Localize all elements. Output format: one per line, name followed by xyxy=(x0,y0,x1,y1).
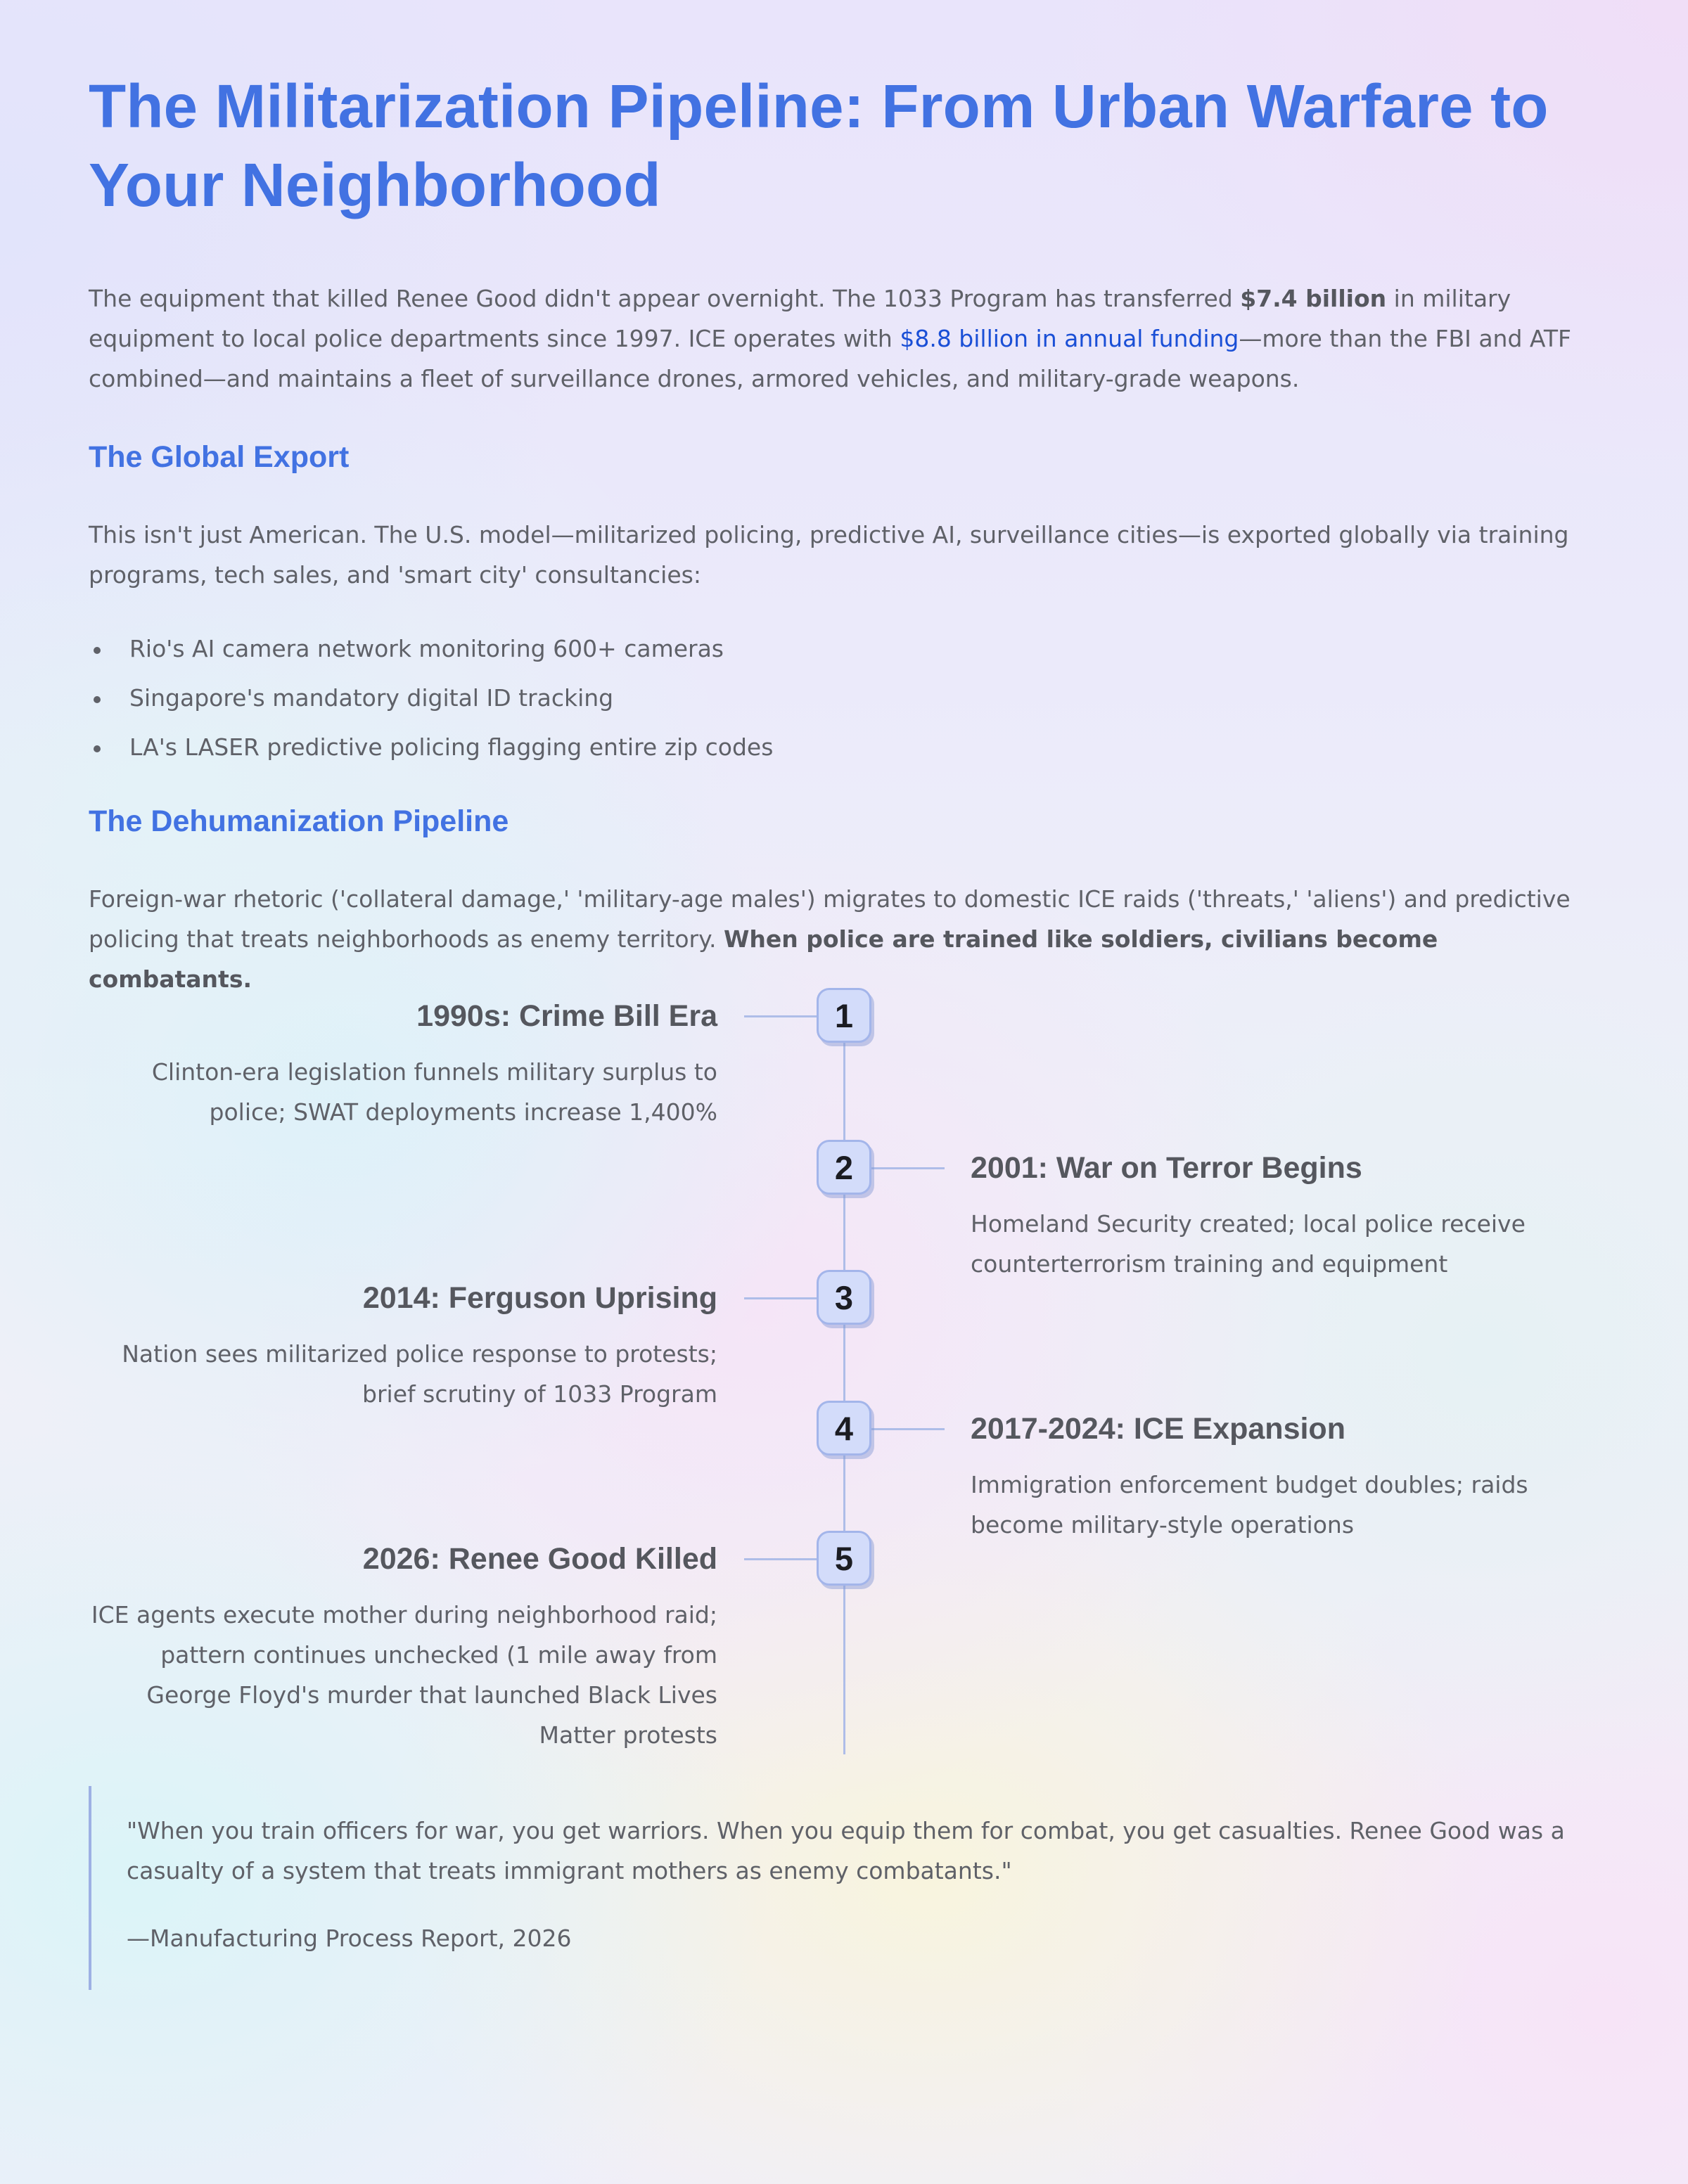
dehumanization-bold: When police are trained like soldiers, civilians become combatants. xyxy=(89,925,1438,993)
intro-text-1: The equipment that killed Renee Good didn't appear overnight. The 1033 Program has transferred xyxy=(89,285,1241,312)
intro-paragraph xyxy=(89,278,1608,399)
timeline-title: 2001: War on Terror Begins xyxy=(971,1151,1362,1185)
timeline-badge: 5 xyxy=(817,1531,871,1586)
quote-text: "When you train officers for war, you get warriors. When you equip them for combat, you get casualties. Renee Good was a casualty of a system that treats immigrant mothers as enemy combatants." xyxy=(127,1817,1565,1884)
timeline-connector xyxy=(871,1428,945,1430)
timeline-badge: 4 xyxy=(817,1401,871,1456)
timeline-connector xyxy=(744,1015,817,1017)
timeline-description: Homeland Security created; local police receive counterterrorism training and equipment xyxy=(971,1210,1526,1278)
ice-funding-link[interactable]: $8.8 billion in annual funding xyxy=(900,325,1239,352)
timeline-badge: 2 xyxy=(817,1140,871,1195)
timeline-description: Clinton-era legislation funnels military surplus to police; SWAT deployments increase 1,400% xyxy=(151,1058,717,1126)
global-export-paragraph: This isn't just American. The U.S. model—militarized policing, predictive AI, surveillance cities—is exported globally via training programs, tech sales, and 'smart city' consultancies: xyxy=(89,521,1569,589)
timeline-description: Immigration enforcement budget doubles; raids become military-style operations xyxy=(971,1471,1528,1539)
timeline-connector xyxy=(744,1297,817,1299)
pull-quote xyxy=(89,1786,1611,1990)
timeline-title: 1990s: Crime Bill Era xyxy=(416,999,717,1033)
quote-attribution: —Manufacturing Process Report, 2026 xyxy=(127,1925,572,1952)
dehumanization-heading: The Dehumanization Pipeline xyxy=(89,804,509,838)
timeline-line xyxy=(843,1016,845,1754)
timeline-badge: 3 xyxy=(817,1270,871,1325)
dehumanization-text: Foreign-war rhetoric ('collateral damage,' 'military-age males') migrates to domestic ICE raids ('threats,' 'aliens') and predictive policing that treats neighborhoods as enemy territory. xyxy=(89,885,1571,953)
timeline-title: 2017-2024: ICE Expansion xyxy=(971,1412,1345,1446)
page-title: The Militarization Pipeline: From Urban Warfare to Your Neighborhood xyxy=(89,72,1549,219)
intro-text-2: in military equipment to local police departments since 1997. ICE operates with xyxy=(89,285,1511,352)
timeline-connector xyxy=(871,1167,945,1169)
timeline-badge: 1 xyxy=(817,988,871,1043)
timeline-title: 2026: Renee Good Killed xyxy=(362,1542,717,1576)
intro-text-3: —more than the FBI and ATF combined—and maintains a fleet of surveillance drones, armored vehicles, and military-grade weapons. xyxy=(89,325,1572,392)
intro-bold-amount: $7.4 billion xyxy=(1240,285,1387,312)
list-item: LA's LASER predictive policing flagging entire zip codes xyxy=(89,723,773,772)
global-export-heading: The Global Export xyxy=(89,440,350,474)
timeline xyxy=(0,981,1688,1761)
timeline-description: ICE agents execute mother during neighborhood raid; pattern continues unchecked (1 mile away from George Floyd's murder that launched Black Lives Matter protests xyxy=(91,1601,717,1749)
timeline-connector xyxy=(744,1558,817,1560)
list-item: Rio's AI camera network monitoring 600+ cameras xyxy=(89,624,773,674)
list-item: Singapore's mandatory digital ID tracking xyxy=(89,674,773,723)
timeline-title: 2014: Ferguson Uprising xyxy=(362,1281,717,1315)
global-export-list xyxy=(89,624,773,772)
timeline-description: Nation sees militarized police response to protests; brief scrutiny of 1033 Program xyxy=(122,1340,717,1408)
